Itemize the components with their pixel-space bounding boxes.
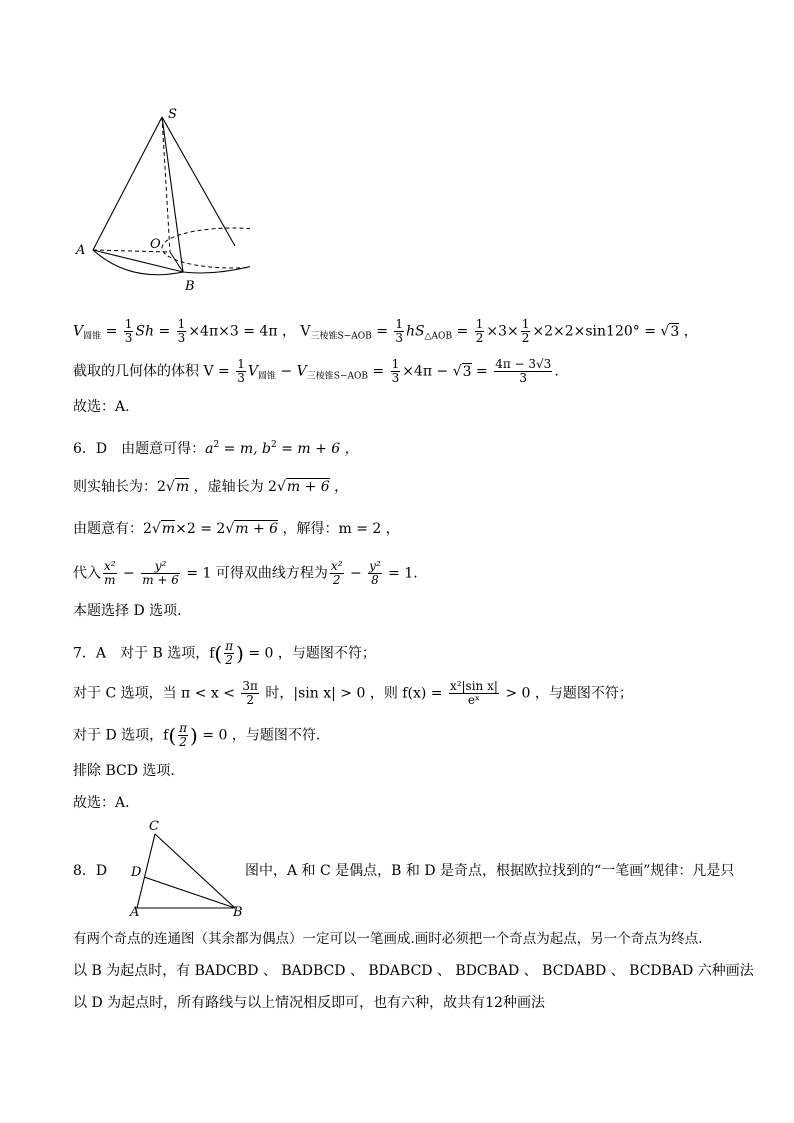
cone-chord-ab — [93, 250, 183, 272]
fraction: $\frac{1}{3}$ — [391, 357, 400, 385]
fraction: $\frac{1}{3}$ — [395, 317, 404, 345]
label-c: C — [149, 819, 159, 834]
cone-figure — [70, 100, 250, 295]
q6-line-4: 代入 $\frac{\text{x²}}{m}$ − $\frac{\text{y²}}{m + 6}$ = 1 可得双曲线方程为 $\frac{\text{x²}}{2}$ − $\frac{\text{y²}}{8}$ = 1. — [73, 559, 418, 587]
fraction: $\frac{1}{3}$ — [124, 317, 133, 345]
volume-line: $V_{圆锥}$ = $\frac{1}{3}$ Sh = $\frac{1}{3}$ ×4π×3 = 4π ， $V_{三棱锥S-AOB}$ = $\frac{1}{3}$ $hS_{\triangle AOB}$ = $\frac{1}{2}$ ×3× $\frac{1}{2}$ ×2×2×sin120° = √3 ， — [73, 317, 698, 345]
q8-label: 8．D — [73, 863, 108, 879]
edge-db — [144, 877, 235, 908]
sqrt-sign: √ — [452, 363, 462, 380]
q8-line-1: 图中，A 和 C 是偶点，B 和 D 是奇点，根据欧拉找到的“一笔画”规律：凡是只 — [245, 863, 735, 879]
cone-base-front — [93, 248, 250, 275]
fraction: $\frac{1}{2}$ — [475, 317, 484, 345]
label-a: A — [130, 905, 140, 920]
fraction: $\frac{1}{3}$ — [237, 357, 245, 385]
fraction: $\frac{1}{2}$ — [521, 317, 530, 345]
cone-edge-sb — [162, 117, 183, 272]
label-o: O — [150, 237, 161, 252]
cone-slant-left — [93, 117, 162, 250]
triangle-figure — [122, 816, 248, 920]
label-b: B — [185, 279, 195, 294]
q8-line-4: 以 D 为起点时，所有路线与以上情况相反即可，也有六种，故共有12种画法 — [73, 995, 545, 1011]
label-s: S — [168, 107, 177, 122]
fraction: $\frac{4\pi - 3√3}{3}$ — [495, 357, 552, 385]
answer-5: 故选：A. — [73, 399, 130, 415]
cut-volume-line: 截取的几何体的体积 V = $\frac{1}{3}$ $V_{圆锥} - V_{三棱锥S-AOB}$ = $\frac{1}{3}$ ×4π − √3 = $\frac{4\pi - 3√3}{3}$ . — [73, 357, 559, 385]
fraction: $\frac{1}{3}$ — [177, 317, 186, 345]
cone-slant-right — [162, 117, 235, 246]
label-a: A — [76, 243, 86, 258]
q7-line-4: 排除 BCD 选项. — [73, 763, 175, 779]
label-b: B — [233, 905, 243, 920]
edge-cb — [155, 834, 235, 908]
q6-line-2: 则实轴长为：2√m ，虚轴长为 2√m + 6 ， — [73, 479, 349, 495]
q6-line-3: 由题意有：2√m×2 = 2√m + 6 ，解得：m = 2 ， — [73, 521, 400, 537]
cone-base-back — [162, 228, 250, 268]
q7-line-1: 7．A 对于 B 选项，f( $\frac{\pi}{2}$ ) = 0 ，与题图不符； — [73, 639, 376, 667]
sqrt-sign: √ — [660, 323, 670, 340]
q8-line-2: 有两个奇点的连通图（其余都为偶点）一定可以一笔画成.画时必须把一个奇点为起点，另一个奇点为终点. — [73, 931, 703, 947]
q7-line-2: 对于 C 选项，当 π < x < $\frac{3\pi}{2}$ 时，|sin x| > 0 ，则 f(x) = $\frac{\text{x²|sin x|}}{\text{eˣ}}$ > 0 ，与题图不符； — [73, 679, 633, 707]
label-d: D — [131, 865, 142, 880]
q7-line-5: 故选：A. — [73, 795, 130, 811]
q8-line-3: 以 B 为起点时，有 BADCBD 、 BADBCD 、 BDABCD 、 BDCBAD 、 BCDABD 、 BCDBAD 六种画法 — [73, 963, 754, 979]
q7-line-3: 对于 D 选项，f( $\frac{\pi}{2}$ ) = 0 ，与题图不符. — [73, 721, 321, 749]
cone-height — [162, 117, 170, 252]
q6-line-1: 6．D 由题意可得：$a^2 = m$, $b^2 = m + 6$ ， — [73, 440, 359, 457]
q6-line-5: 本题选择 D 选项. — [73, 603, 182, 619]
